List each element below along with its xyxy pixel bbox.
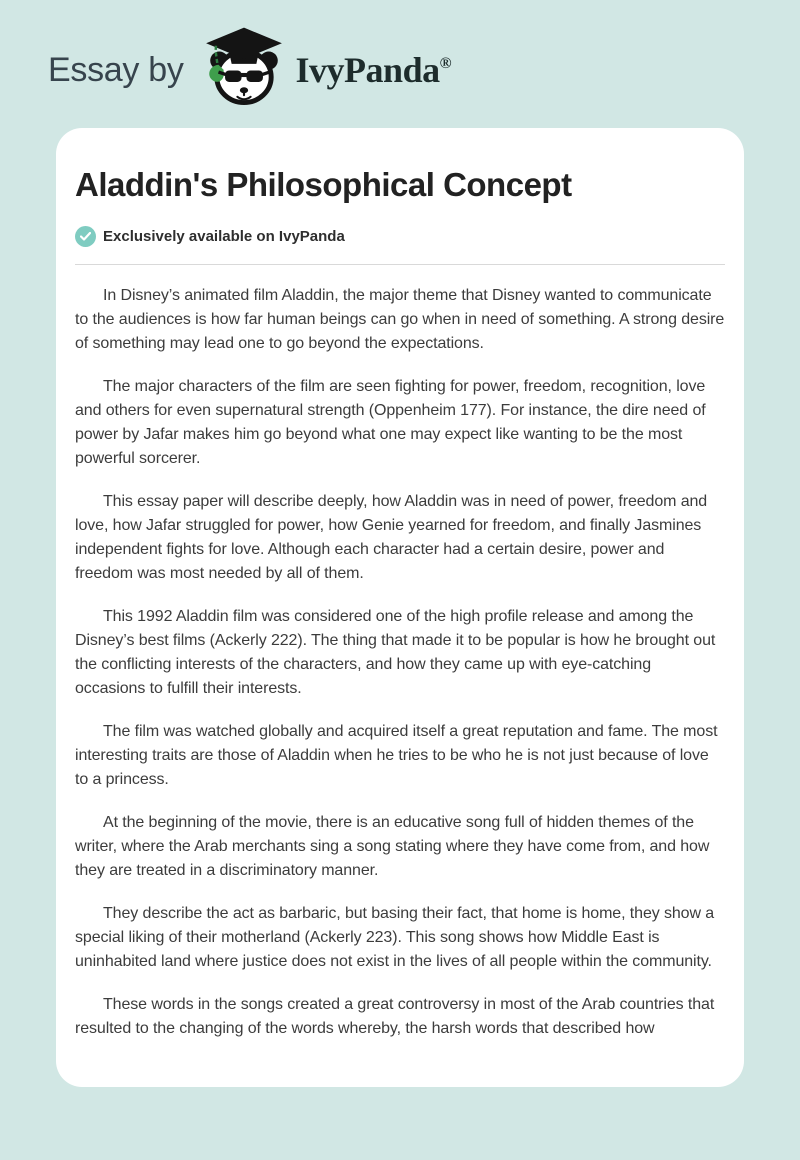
- exclusive-badge: [75, 226, 725, 247]
- essay-paragraph: They describe the act as barbaric, but basing their fact, that home is home, they show a special liking of their motherland (Ackerly 223). This song shows how Middle East is uninhabited land where justice does not exist in the lives of all people within the community.: [75, 905, 715, 970]
- essay-by-label: Essay by: [48, 50, 184, 89]
- exclusive-badge-label: Exclusively available on IvyPanda: [103, 228, 345, 245]
- brand-name: IvyPanda®: [295, 50, 452, 90]
- divider: [75, 264, 725, 265]
- essay-paragraph: The major characters of the film are seen fighting for power, freedom, recognition, love and others for even supernatural strength (Oppenheim 177). For instance, the dire need of power by Jafar makes him go beyond what one may expect like wanting to be the most powerful sorcerer.: [75, 378, 706, 467]
- essay-paragraph: This essay paper will describe deeply, how Aladdin was in need of power, freedom and love, how Jafar struggled for power, how Genie yearned for freedom, and finally Jasmines independent fights for love. Although each character had a certain desire, power and freedom was most needed by all of them.: [75, 493, 708, 582]
- page-title: Aladdin's Philosophical Concept: [75, 166, 572, 203]
- panda-graduate-logo-icon: [198, 26, 290, 110]
- site-header: [0, 0, 800, 106]
- essay-paragraph: The film was watched globally and acquired itself a great reputation and fame. The most interesting traits are those of Aladdin when he tries to be who he is not just because of love to a princess.: [75, 723, 718, 788]
- essay-paragraph: This 1992 Aladdin film was considered one of the high profile release and among the Disney’s best films (Ackerly 222). The thing that made it to be popular is how he brought out the conflicting interests of the characters, and how they came up with eye-catching occasions to fulfill their interests.: [75, 608, 716, 697]
- essay-paragraph: In Disney’s animated film Aladdin, the major theme that Disney wanted to communicate to the audiences is how far human beings can go when in need of something. A strong desire of something may lead one to go beyond the expectations.: [75, 287, 725, 352]
- essay-body: [75, 284, 725, 1041]
- essay-paragraph: These words in the songs created a great controversy in most of the Arab countries that resulted to the changing of the words whereby, the harsh words that described how: [75, 996, 715, 1037]
- check-icon: [75, 226, 96, 247]
- essay-card: [56, 128, 744, 1087]
- ivypanda-brand-link[interactable]: [198, 30, 452, 110]
- registered-mark: ®: [439, 55, 452, 72]
- essay-paragraph: At the beginning of the movie, there is an educative song full of hidden themes of the writer, where the Arab merchants sing a song stating where they have come from, and how they are treated in a discriminatory manner.: [75, 814, 710, 879]
